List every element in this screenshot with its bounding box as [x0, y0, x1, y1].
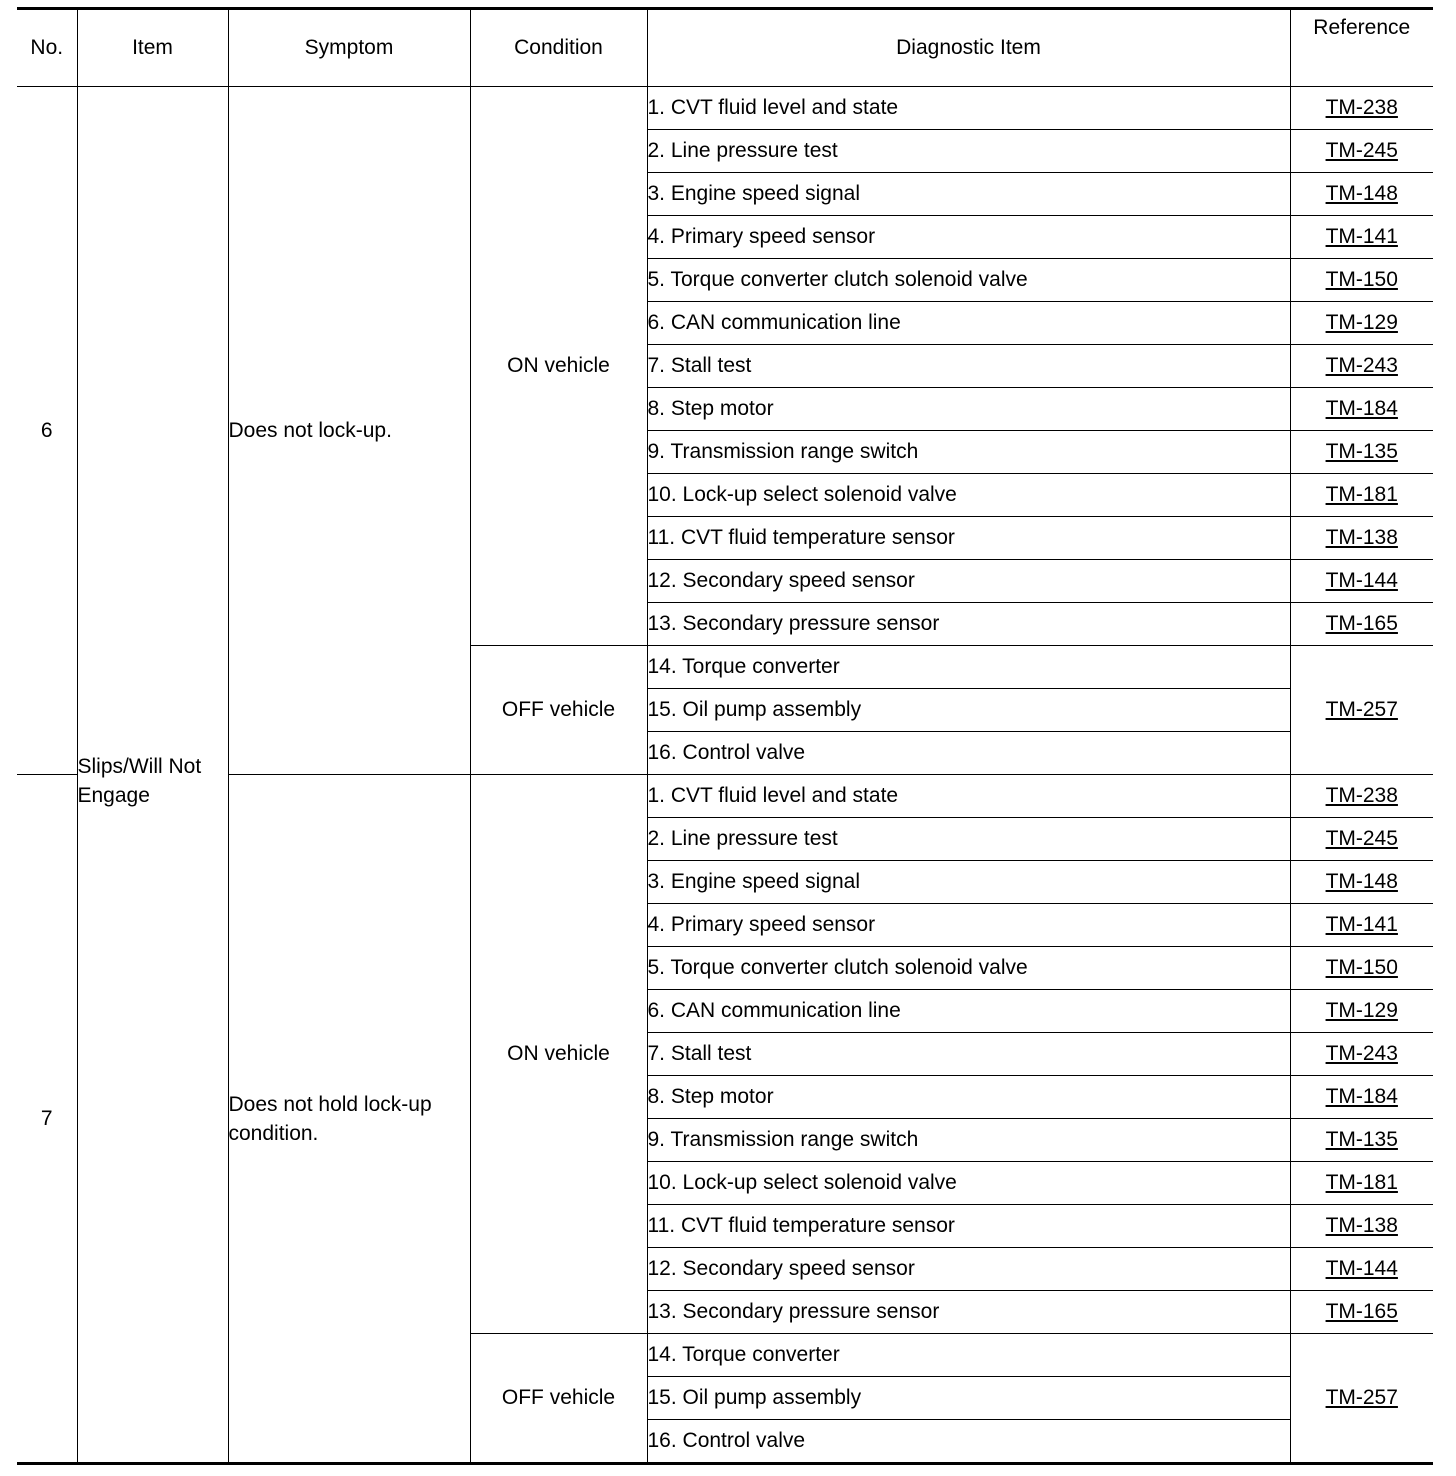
reference-cell — [1290, 818, 1433, 861]
header-diagnostic-item: Diagnostic Item — [647, 9, 1290, 87]
diagnostic-item: 12. Secondary speed sensor — [647, 1248, 1290, 1291]
reference-cell — [1290, 87, 1433, 130]
reference-link[interactable]: TM-165 — [1325, 1300, 1398, 1323]
reference-link[interactable]: TM-135 — [1325, 440, 1398, 463]
reference-cell — [1290, 431, 1433, 474]
diagnostic-item: 10. Lock-up select solenoid valve — [647, 474, 1290, 517]
reference-cell — [1290, 173, 1433, 216]
diagnostic-item: 8. Step motor — [647, 388, 1290, 431]
reference-link[interactable]: TM-245 — [1325, 827, 1398, 850]
diagnostic-item: 10. Lock-up select solenoid valve — [647, 1162, 1290, 1205]
diagnostic-item: 16. Control valve — [647, 1420, 1290, 1464]
diagnostic-item: 13. Secondary pressure sensor — [647, 603, 1290, 646]
reference-link[interactable]: TM-141 — [1325, 913, 1398, 936]
symptom-cell: Does not hold lock-up condition. — [228, 775, 470, 1464]
diagnostic-item: 8. Step motor — [647, 1076, 1290, 1119]
reference-link[interactable]: TM-144 — [1325, 1257, 1398, 1280]
reference-link[interactable]: TM-144 — [1325, 569, 1398, 592]
reference-link[interactable]: TM-129 — [1325, 311, 1398, 334]
condition-off-vehicle: OFF vehicle — [470, 646, 647, 775]
row-number: 6 — [17, 87, 77, 775]
reference-link[interactable]: TM-243 — [1325, 1042, 1398, 1065]
diagnostic-item: 3. Engine speed signal — [647, 861, 1290, 904]
condition-off-vehicle: OFF vehicle — [470, 1334, 647, 1464]
condition-on-vehicle: ON vehicle — [470, 87, 647, 646]
reference-cell — [1290, 1119, 1433, 1162]
reference-cell — [1290, 1248, 1433, 1291]
item-label: Slips/Will Not Engage — [77, 755, 202, 807]
reference-cell — [1290, 259, 1433, 302]
header-item: Item — [77, 9, 228, 87]
diagnostic-item: 12. Secondary speed sensor — [647, 560, 1290, 603]
table-row — [17, 775, 1433, 818]
reference-cell — [1290, 1076, 1433, 1119]
diagnostic-item: 14. Torque converter — [647, 646, 1290, 689]
diagnostic-item: 14. Torque converter — [647, 1334, 1290, 1377]
reference-cell — [1290, 904, 1433, 947]
diagnostic-item: 4. Primary speed sensor — [647, 904, 1290, 947]
reference-link[interactable]: TM-150 — [1325, 956, 1398, 979]
reference-cell — [1290, 603, 1433, 646]
reference-link[interactable]: TM-181 — [1325, 1171, 1398, 1194]
reference-link[interactable]: TM-150 — [1325, 268, 1398, 291]
reference-link[interactable]: TM-245 — [1325, 139, 1398, 162]
condition-on-vehicle: ON vehicle — [470, 775, 647, 1334]
diagnostic-item: 2. Line pressure test — [647, 818, 1290, 861]
reference-cell — [1290, 947, 1433, 990]
diagnostic-item: 5. Torque converter clutch solenoid valve — [647, 259, 1290, 302]
reference-cell — [1290, 1162, 1433, 1205]
reference-link[interactable]: TM-238 — [1325, 784, 1398, 807]
reference-cell — [1290, 1205, 1433, 1248]
reference-link[interactable]: TM-238 — [1325, 96, 1398, 119]
diagnostic-item: 7. Stall test — [647, 345, 1290, 388]
table-row — [17, 87, 1433, 130]
reference-cell — [1290, 861, 1433, 904]
symptom-cell: Does not lock-up. — [228, 87, 470, 775]
reference-cell — [1290, 775, 1433, 818]
reference-link[interactable]: TM-257 — [1325, 698, 1398, 721]
reference-cell — [1290, 1291, 1433, 1334]
reference-cell — [1290, 345, 1433, 388]
diagnostic-item: 13. Secondary pressure sensor — [647, 1291, 1290, 1334]
reference-cell — [1290, 646, 1433, 775]
diagnostic-item: 15. Oil pump assembly — [647, 1377, 1290, 1420]
reference-cell — [1290, 1334, 1433, 1464]
reference-link[interactable]: TM-129 — [1325, 999, 1398, 1022]
reference-cell — [1290, 990, 1433, 1033]
diagnostic-item: 7. Stall test — [647, 1033, 1290, 1076]
reference-link[interactable]: TM-243 — [1325, 354, 1398, 377]
reference-link[interactable]: TM-184 — [1325, 397, 1398, 420]
reference-cell — [1290, 216, 1433, 259]
reference-link[interactable]: TM-141 — [1325, 225, 1398, 248]
header-reference: Reference — [1290, 9, 1433, 87]
reference-cell — [1290, 388, 1433, 431]
header-condition: Condition — [470, 9, 647, 87]
reference-cell — [1290, 560, 1433, 603]
reference-link[interactable]: TM-148 — [1325, 182, 1398, 205]
row-number: 7 — [17, 775, 77, 1464]
diagnostic-item: 11. CVT fluid temperature sensor — [647, 517, 1290, 560]
diagnostic-item: 2. Line pressure test — [647, 130, 1290, 173]
reference-link[interactable]: TM-181 — [1325, 483, 1398, 506]
reference-cell — [1290, 1033, 1433, 1076]
reference-cell — [1290, 302, 1433, 345]
reference-link[interactable]: TM-135 — [1325, 1128, 1398, 1151]
reference-cell — [1290, 517, 1433, 560]
diagnostic-item: 1. CVT fluid level and state — [647, 775, 1290, 818]
reference-cell — [1290, 474, 1433, 517]
diagnostic-item: 9. Transmission range switch — [647, 1119, 1290, 1162]
diagnostic-item: 6. CAN communication line — [647, 990, 1290, 1033]
reference-link[interactable]: TM-257 — [1325, 1386, 1398, 1409]
reference-link[interactable]: TM-138 — [1325, 526, 1398, 549]
header-row — [17, 9, 1433, 87]
diagnostic-table — [17, 7, 1433, 1465]
diagnostic-item: 1. CVT fluid level and state — [647, 87, 1290, 130]
diagnostic-item: 5. Torque converter clutch solenoid valve — [647, 947, 1290, 990]
reference-cell — [1290, 130, 1433, 173]
diagnostic-item: 16. Control valve — [647, 732, 1290, 775]
diagnostic-item: 4. Primary speed sensor — [647, 216, 1290, 259]
reference-link[interactable]: TM-184 — [1325, 1085, 1398, 1108]
item-cell — [77, 87, 228, 1464]
reference-link[interactable]: TM-138 — [1325, 1214, 1398, 1237]
reference-link[interactable]: TM-165 — [1325, 612, 1398, 635]
diagnostic-item: 15. Oil pump assembly — [647, 689, 1290, 732]
diagnostic-item: 9. Transmission range switch — [647, 431, 1290, 474]
diagnostic-item: 11. CVT fluid temperature sensor — [647, 1205, 1290, 1248]
diagnostic-item: 6. CAN communication line — [647, 302, 1290, 345]
table-body — [17, 87, 1433, 1464]
header-no: No. — [17, 9, 77, 87]
reference-link[interactable]: TM-148 — [1325, 870, 1398, 893]
diagnostic-item: 3. Engine speed signal — [647, 173, 1290, 216]
header-symptom: Symptom — [228, 9, 470, 87]
